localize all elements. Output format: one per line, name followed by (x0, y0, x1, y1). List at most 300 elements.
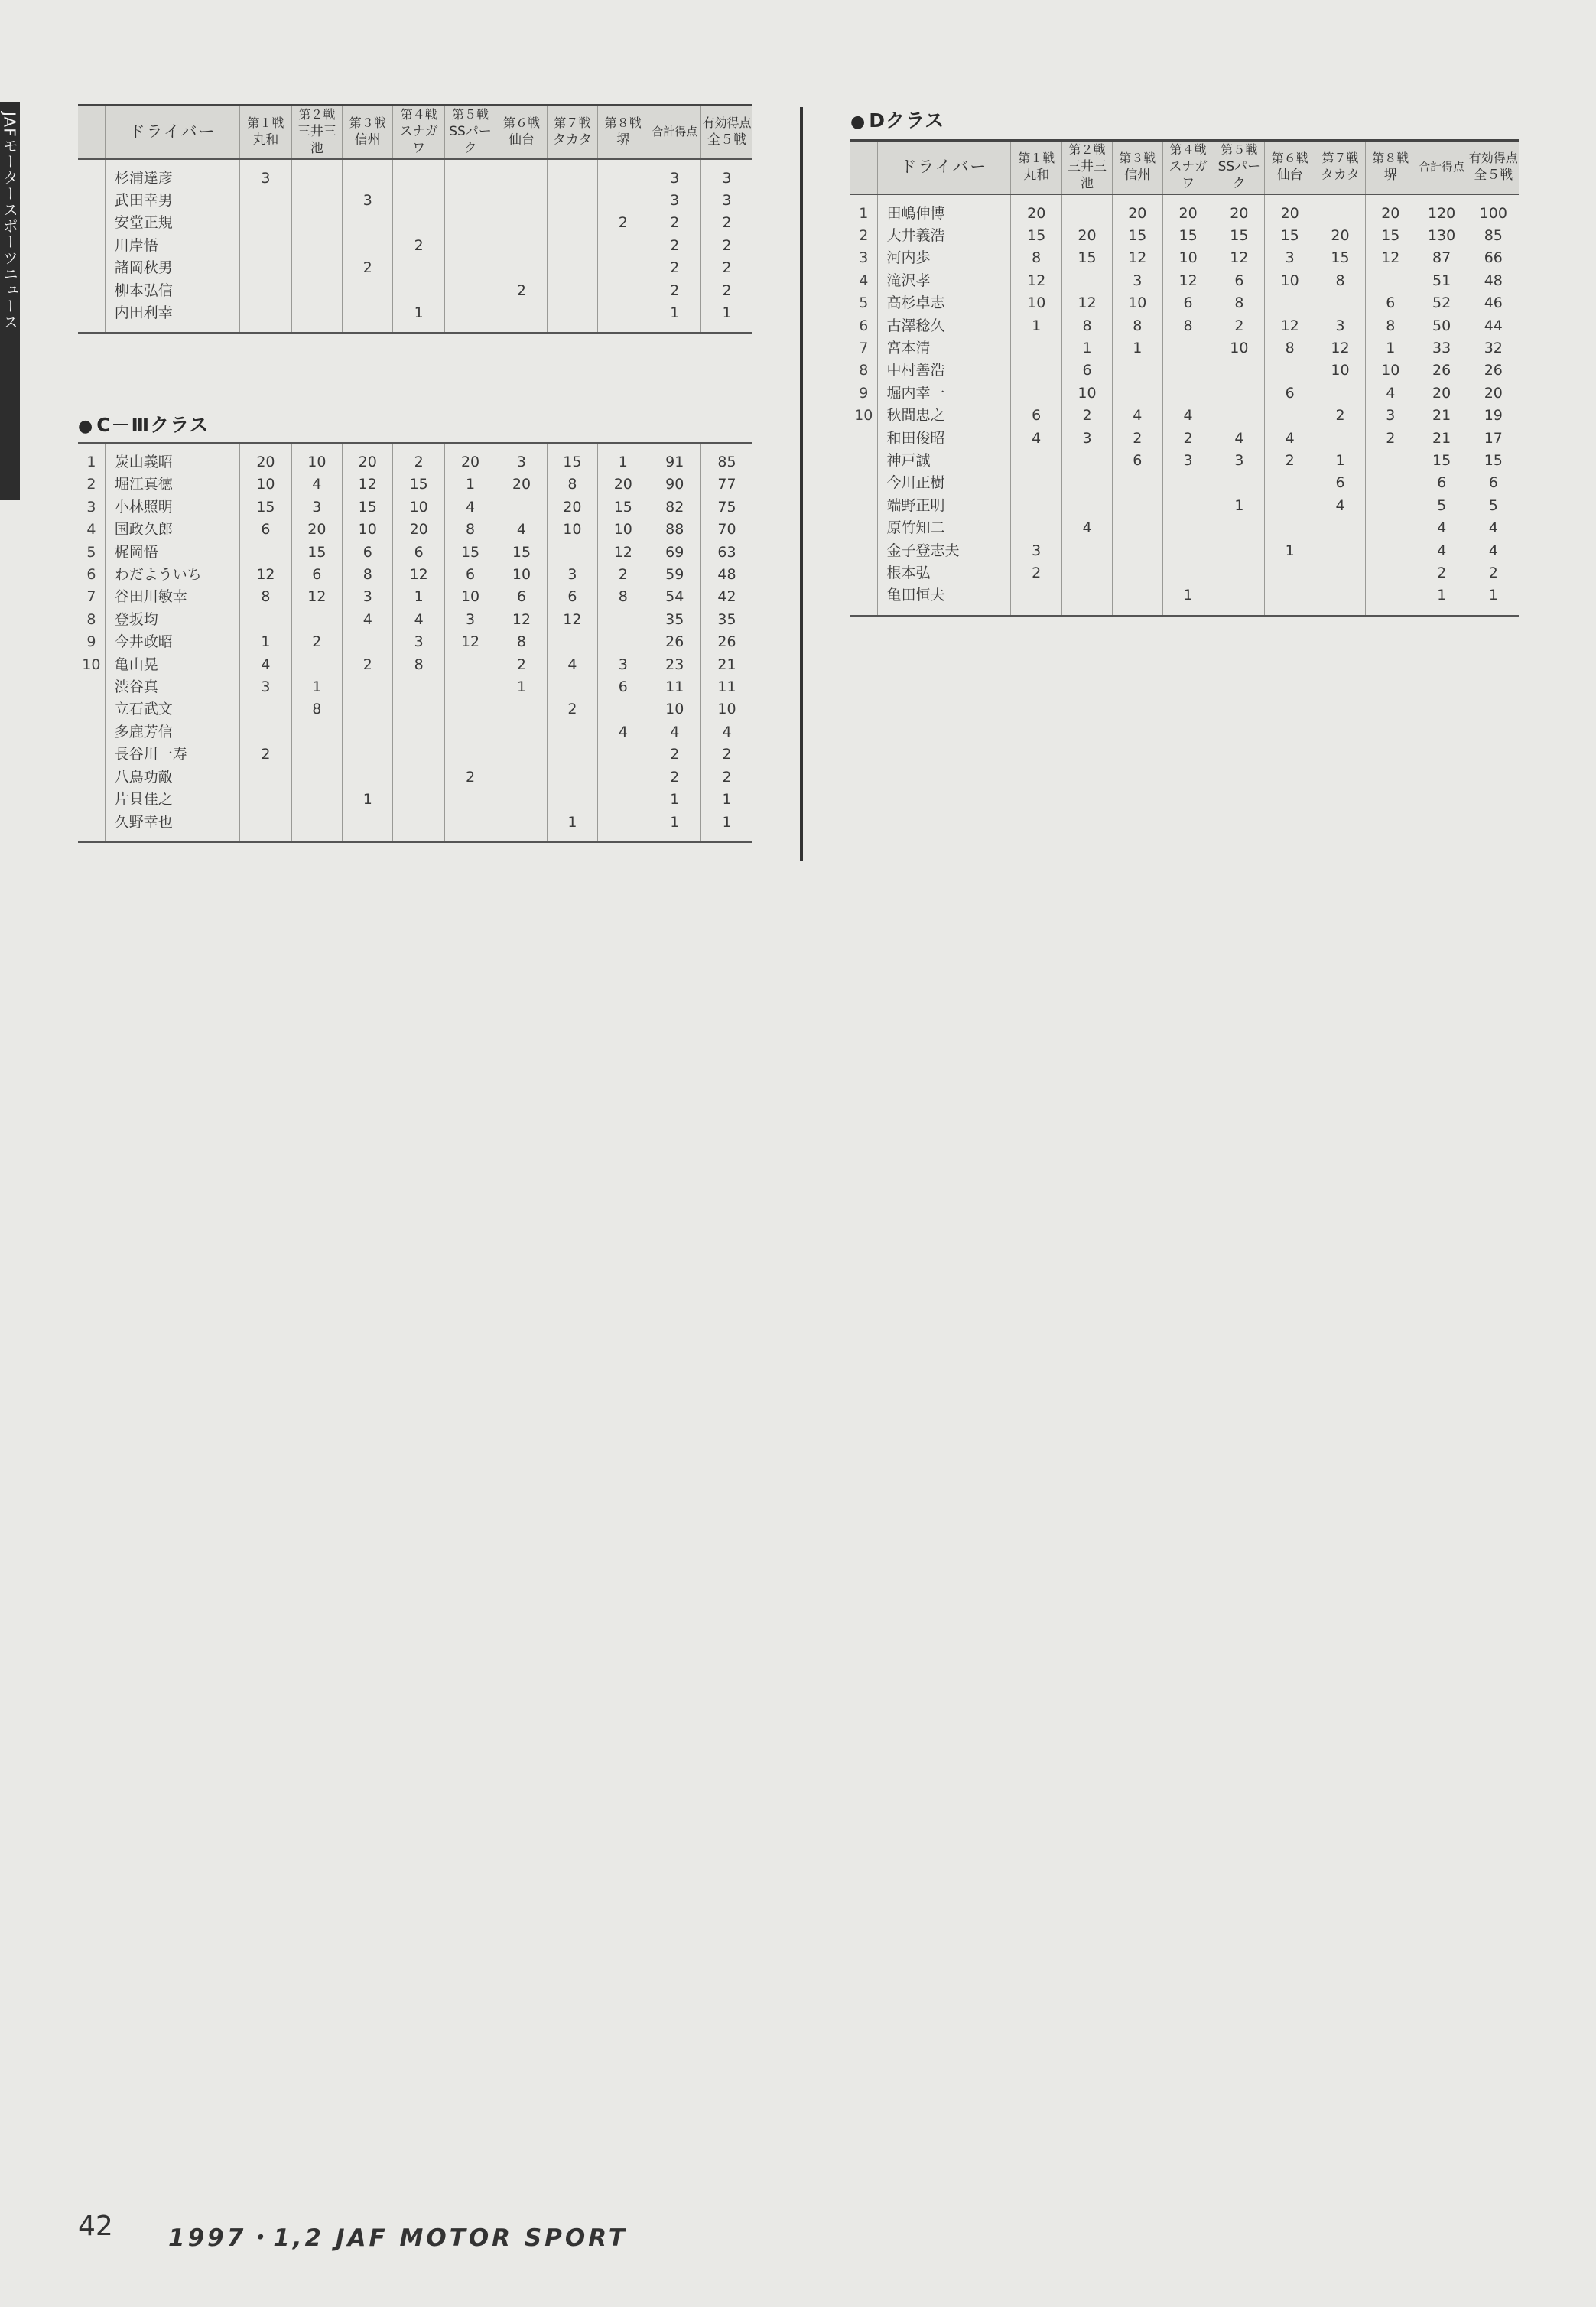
driver-name-cell: 多鹿芳信 (105, 721, 239, 744)
round-2-points-cell: 20 (291, 519, 342, 541)
round-2-points-cell (291, 257, 342, 279)
round-number: 第７戦 (554, 116, 591, 131)
round-5-points-cell (444, 235, 496, 257)
table-row (850, 472, 1519, 494)
rank-cell (850, 495, 877, 517)
rank-cell (78, 676, 105, 698)
table-row (850, 495, 1519, 517)
round-7-points-cell: 6 (1315, 472, 1366, 494)
total-points-cell: 88 (648, 519, 701, 541)
total-points-cell: 90 (648, 473, 701, 496)
round-7-points-cell (547, 721, 597, 744)
table-row (78, 302, 752, 324)
round-4-points-cell: 6 (1162, 292, 1214, 314)
spacer-cell (444, 443, 496, 451)
round-1-points-cell (240, 190, 291, 212)
round-5-points-cell: 2 (1214, 315, 1265, 337)
valid-points-cell: 46 (1468, 292, 1519, 314)
table-row (78, 473, 752, 496)
rank-cell (850, 562, 877, 584)
rank-cell: 10 (82, 656, 101, 673)
round-3-points-cell: 8 (343, 564, 393, 586)
round-number: 第２戦 (298, 107, 336, 122)
spacer-cell (343, 834, 393, 842)
total-points-cell: 2 (648, 744, 701, 766)
round-2-points-cell (1062, 540, 1113, 562)
spacer-cell (78, 443, 105, 451)
round-venue: 仙台 (1276, 168, 1303, 184)
rank-cell: 2 (859, 226, 869, 244)
round-4-points-cell: 10 (393, 496, 444, 519)
round-5-points-cell (444, 212, 496, 234)
valid-points-label: 有効得点 (1468, 151, 1518, 166)
round-7-points-cell (547, 676, 597, 698)
round-7-points-cell (1315, 540, 1366, 562)
round-number: 第３戦 (1119, 151, 1156, 166)
round-3-points-cell: 3 (343, 190, 393, 212)
rank-cell: 4 (86, 521, 96, 539)
round-5-points-cell: 15 (1214, 225, 1265, 247)
round-4-points-cell: 1 (393, 586, 444, 608)
round-7-points-cell: 15 (547, 451, 597, 473)
driver-name-cell: 谷田川敏幸 (105, 586, 239, 608)
driver-name-cell: 渋谷真 (105, 676, 239, 698)
driver-name-cell: 今井政昭 (105, 631, 239, 653)
driver-name-cell: 武田幸男 (105, 190, 239, 212)
round-number: 第２戦 (1068, 142, 1106, 158)
round-6-points-cell (496, 212, 547, 234)
round-4-points-cell (393, 789, 444, 811)
round-7-points-cell (547, 212, 597, 234)
total-points-cell: 1 (1416, 584, 1468, 607)
rank-cell (78, 235, 105, 257)
round-5-points-cell (444, 676, 496, 698)
round-3-points-cell (343, 631, 393, 653)
rank-cell (850, 472, 877, 494)
round-2-points-cell: 15 (1062, 247, 1113, 269)
rank-cell (78, 789, 105, 811)
round-8-points-cell: 3 (1365, 405, 1416, 427)
round-2-points-cell (291, 235, 342, 257)
round-8-points-cell (598, 302, 648, 324)
round-8-points-cell (598, 766, 648, 789)
total-points-cell: 120 (1416, 203, 1468, 225)
valid-points-rounds: 全５戦 (707, 132, 746, 148)
round-8-points-cell (598, 609, 648, 631)
valid-points-cell: 4 (1468, 540, 1519, 562)
round-2-points-cell: 1 (1062, 337, 1113, 360)
round-4-points-cell: 6 (393, 542, 444, 564)
round-5-points-cell: 12 (444, 631, 496, 653)
valid-points-cell: 26 (1468, 360, 1519, 382)
round-8-points-cell (1365, 270, 1416, 292)
round-venue: タカタ (552, 132, 592, 148)
round-1-points-cell (240, 766, 291, 789)
round-8-points-cell: 4 (598, 721, 648, 744)
round-1-points-cell (240, 235, 291, 257)
rank-cell: 3 (859, 249, 869, 267)
header-round-1 (1011, 141, 1062, 194)
spacer-cell (240, 324, 291, 333)
round-4-points-cell: 15 (1162, 225, 1214, 247)
total-points-cell: 2 (648, 235, 701, 257)
round-7-points-cell: 3 (1315, 315, 1366, 337)
round-7-points-cell: 8 (1315, 270, 1366, 292)
total-points-cell: 51 (1416, 270, 1468, 292)
round-8-points-cell (1365, 450, 1416, 472)
total-points-cell: 1 (648, 789, 701, 811)
table-row (850, 360, 1519, 382)
valid-points-cell: 32 (1468, 337, 1519, 360)
table-row (78, 451, 752, 473)
driver-name-cell: 諸岡秋男 (105, 257, 239, 279)
rank-cell (78, 280, 105, 302)
round-3-points-cell (343, 744, 393, 766)
valid-points-label: 有効得点 (702, 116, 752, 131)
round-1-points-cell: 20 (240, 451, 291, 473)
valid-points-cell: 1 (701, 302, 753, 324)
round-1-points-cell: 20 (1011, 203, 1062, 225)
round-7-points-cell (547, 257, 597, 279)
table-row (850, 382, 1519, 405)
round-3-points-cell (343, 235, 393, 257)
round-8-points-cell (598, 257, 648, 279)
round-1-points-cell (1011, 337, 1062, 360)
round-8-points-cell: 8 (598, 586, 648, 608)
round-venue: 仙台 (508, 132, 535, 148)
round-1-points-cell (1011, 517, 1062, 539)
spacer-cell (105, 443, 239, 451)
spacer-cell (1265, 194, 1315, 203)
round-6-points-cell (496, 744, 547, 766)
round-3-points-cell (343, 812, 393, 834)
round-8-points-cell: 12 (598, 542, 648, 564)
valid-points-cell: 2 (701, 235, 753, 257)
round-3-points-cell: 1 (343, 789, 393, 811)
round-6-points-cell: 1 (496, 676, 547, 698)
rank-cell (78, 212, 105, 234)
table-row (78, 609, 752, 631)
round-1-points-cell: 8 (240, 586, 291, 608)
round-4-points-cell: 2 (1162, 428, 1214, 450)
round-5-points-cell: 3 (1214, 450, 1265, 472)
round-6-points-cell (496, 190, 547, 212)
round-3-points-cell: 15 (1112, 225, 1162, 247)
round-8-points-cell (598, 698, 648, 721)
round-1-points-cell (240, 698, 291, 721)
round-6-points-cell: 15 (1265, 225, 1315, 247)
spacer-cell (291, 324, 342, 333)
round-1-points-cell: 15 (1011, 225, 1062, 247)
total-points-cell: 21 (1416, 405, 1468, 427)
round-2-points-cell: 1 (291, 676, 342, 698)
round-4-points-cell: 4 (393, 609, 444, 631)
c3-title-text: C－Ⅲクラス (96, 414, 210, 436)
spacer-cell (496, 443, 547, 451)
d-title-text: Dクラス (869, 109, 945, 132)
valid-points-cell: 11 (701, 676, 753, 698)
spacer-cell (850, 194, 877, 203)
total-points-cell: 1 (648, 302, 701, 324)
round-7-points-cell (547, 789, 597, 811)
valid-points-cell: 21 (701, 654, 753, 676)
round-1-points-cell: 3 (240, 676, 291, 698)
valid-points-cell: 48 (701, 564, 753, 586)
round-7-points-cell (547, 744, 597, 766)
driver-name-cell: 端野正明 (877, 495, 1011, 517)
spacer-cell (393, 443, 444, 451)
rank-cell (78, 812, 105, 834)
round-venue: SSパーク (449, 124, 492, 157)
rank-cell (850, 584, 877, 607)
round-2-points-cell: 12 (291, 586, 342, 608)
round-3-points-cell: 8 (1112, 315, 1162, 337)
round-6-points-cell (1265, 360, 1315, 382)
round-8-points-cell: 10 (1365, 360, 1416, 382)
spacer-cell (496, 324, 547, 333)
total-points-cell: 4 (648, 721, 701, 744)
round-5-points-cell: 4 (1214, 428, 1265, 450)
round-5-points-cell: 20 (444, 451, 496, 473)
round-2-points-cell (1062, 270, 1113, 292)
valid-points-cell: 5 (1468, 495, 1519, 517)
table-row (78, 168, 752, 190)
spacer-cell (105, 324, 239, 333)
round-3-points-cell: 6 (343, 542, 393, 564)
round-number: 第５戦 (452, 107, 489, 122)
round-venue: 丸和 (1023, 168, 1050, 184)
round-2-points-cell (291, 609, 342, 631)
c3-results-table (78, 442, 752, 843)
header-round-8 (598, 106, 648, 159)
round-4-points-cell: 15 (393, 473, 444, 496)
round-6-points-cell: 3 (1265, 247, 1315, 269)
driver-name-cell: 炭山義昭 (105, 451, 239, 473)
round-4-points-cell: 4 (1162, 405, 1214, 427)
round-4-points-cell: 20 (1162, 203, 1214, 225)
round-4-points-cell (393, 676, 444, 698)
round-3-points-cell: 2 (343, 654, 393, 676)
spacer-cell (444, 159, 496, 168)
round-2-points-cell: 10 (1062, 382, 1113, 405)
header-total: 合計得点 (648, 106, 701, 159)
spacer-cell (1416, 607, 1468, 616)
driver-name-cell: 国政久郎 (105, 519, 239, 541)
table-row (850, 247, 1519, 269)
driver-name-cell: 立石武文 (105, 698, 239, 721)
round-7-points-cell: 12 (547, 609, 597, 631)
table-row (78, 676, 752, 698)
spacer-cell (1315, 607, 1366, 616)
round-7-points-cell (1315, 292, 1366, 314)
driver-name-cell: 原竹知二 (877, 517, 1011, 539)
round-5-points-cell (444, 698, 496, 721)
round-4-points-cell (393, 212, 444, 234)
round-2-points-cell (291, 212, 342, 234)
round-6-points-cell: 10 (496, 564, 547, 586)
c2-continuation-table (78, 104, 752, 334)
round-3-points-cell (343, 698, 393, 721)
total-points-cell: 3 (648, 168, 701, 190)
spacer-cell (648, 159, 701, 168)
valid-points-cell: 63 (701, 542, 753, 564)
header-round-8 (1365, 141, 1416, 194)
driver-name-cell: 久野幸也 (105, 812, 239, 834)
valid-points-cell: 2 (701, 257, 753, 279)
spacer-cell (240, 159, 291, 168)
round-5-points-cell (444, 302, 496, 324)
round-venue: 堺 (616, 132, 630, 148)
round-7-points-cell (1315, 517, 1366, 539)
round-2-points-cell (291, 190, 342, 212)
valid-points-cell: 2 (701, 212, 753, 234)
round-number: 第５戦 (1221, 142, 1258, 158)
spacer-cell (1214, 607, 1265, 616)
total-points-cell: 50 (1416, 315, 1468, 337)
spacer-cell (78, 324, 105, 333)
round-1-points-cell (240, 542, 291, 564)
spacer-cell (648, 443, 701, 451)
rank-cell (850, 517, 877, 539)
valid-points-cell: 1 (1468, 584, 1519, 607)
round-8-points-cell (598, 789, 648, 811)
round-6-points-cell (1265, 472, 1315, 494)
header-round-5 (1214, 141, 1265, 194)
round-5-points-cell: 8 (444, 519, 496, 541)
table-row (850, 270, 1519, 292)
table-row (850, 428, 1519, 450)
header-position (78, 106, 105, 159)
round-2-points-cell (291, 302, 342, 324)
rank-cell (78, 744, 105, 766)
driver-name-cell: 堀江真徳 (105, 473, 239, 496)
round-2-points-cell (291, 812, 342, 834)
round-4-points-cell (1162, 495, 1214, 517)
valid-points-cell: 44 (1468, 315, 1519, 337)
round-8-points-cell: 3 (598, 654, 648, 676)
spacer-cell (701, 324, 753, 333)
rank-cell: 9 (859, 384, 869, 402)
driver-name-cell: 田嶋伸博 (877, 203, 1011, 225)
table-row (78, 721, 752, 744)
valid-points-rounds: 全５戦 (1474, 168, 1513, 184)
round-2-points-cell: 2 (291, 631, 342, 653)
header-round-3 (1112, 141, 1162, 194)
table-row (78, 586, 752, 608)
round-4-points-cell (1162, 360, 1214, 382)
round-4-points-cell: 8 (393, 654, 444, 676)
round-3-points-cell (343, 676, 393, 698)
round-number: 第４戦 (400, 107, 437, 122)
round-5-points-cell (1214, 562, 1265, 584)
round-3-points-cell (343, 766, 393, 789)
valid-points-cell: 85 (701, 451, 753, 473)
round-4-points-cell (393, 812, 444, 834)
round-2-points-cell (1062, 584, 1113, 607)
round-8-points-cell: 15 (1365, 225, 1416, 247)
driver-name-cell: 柳本弘信 (105, 280, 239, 302)
driver-name-cell: 滝沢孝 (877, 270, 1011, 292)
round-7-points-cell: 4 (547, 654, 597, 676)
spacer-cell (393, 324, 444, 333)
round-8-points-cell: 20 (1365, 203, 1416, 225)
total-points-cell: 15 (1416, 450, 1468, 472)
spacer-cell (1062, 194, 1113, 203)
table-row (850, 405, 1519, 427)
rank-cell: 4 (859, 272, 869, 289)
round-2-points-cell: 12 (1062, 292, 1113, 314)
round-5-points-cell: 8 (1214, 292, 1265, 314)
table-row (78, 789, 752, 811)
round-7-points-cell: 4 (1315, 495, 1366, 517)
round-6-points-cell (1265, 517, 1315, 539)
spacer-cell (1112, 607, 1162, 616)
round-2-points-cell: 20 (1062, 225, 1113, 247)
rank-cell: 2 (86, 476, 96, 493)
round-3-points-cell: 3 (343, 586, 393, 608)
column-divider (800, 107, 803, 861)
table-row (78, 496, 752, 519)
round-5-points-cell: 12 (1214, 247, 1265, 269)
rank-cell (78, 302, 105, 324)
round-2-points-cell (1062, 450, 1113, 472)
valid-points-cell: 17 (1468, 428, 1519, 450)
round-1-points-cell (1011, 382, 1062, 405)
total-points-cell: 82 (648, 496, 701, 519)
table-row (78, 280, 752, 302)
round-3-points-cell (343, 212, 393, 234)
round-7-points-cell: 10 (547, 519, 597, 541)
spacer-cell (105, 159, 239, 168)
round-5-points-cell (1214, 405, 1265, 427)
round-6-points-cell: 2 (496, 280, 547, 302)
round-1-points-cell: 8 (1011, 247, 1062, 269)
driver-name-cell: 和田俊昭 (877, 428, 1011, 450)
round-venue: タカタ (1320, 168, 1360, 184)
table-row (78, 744, 752, 766)
spacer-cell (78, 159, 105, 168)
table-row (78, 257, 752, 279)
round-3-points-cell: 15 (343, 496, 393, 519)
round-1-points-cell (1011, 495, 1062, 517)
round-3-points-cell: 2 (343, 257, 393, 279)
round-3-points-cell: 3 (1112, 270, 1162, 292)
header-round-2 (291, 106, 342, 159)
round-2-points-cell: 2 (1062, 405, 1113, 427)
spacer-cell (1365, 607, 1416, 616)
round-2-points-cell: 8 (1062, 315, 1113, 337)
round-1-points-cell (1011, 360, 1062, 382)
round-6-points-cell: 1 (1265, 540, 1315, 562)
round-5-points-cell: 6 (1214, 270, 1265, 292)
round-4-points-cell (393, 766, 444, 789)
round-4-points-cell: 12 (393, 564, 444, 586)
valid-points-cell: 4 (701, 721, 753, 744)
total-points-cell: 21 (1416, 428, 1468, 450)
round-6-points-cell: 6 (496, 586, 547, 608)
round-4-points-cell (1162, 382, 1214, 405)
driver-name-cell: 宮本清 (877, 337, 1011, 360)
spacer-cell (850, 607, 877, 616)
total-points-cell: 1 (648, 812, 701, 834)
c3-section-title (78, 410, 209, 438)
table-row (850, 517, 1519, 539)
round-4-points-cell: 20 (393, 519, 444, 541)
round-8-points-cell: 4 (1365, 382, 1416, 405)
round-8-points-cell: 2 (1365, 428, 1416, 450)
spacer-cell (598, 443, 648, 451)
spacer-cell (1011, 194, 1062, 203)
